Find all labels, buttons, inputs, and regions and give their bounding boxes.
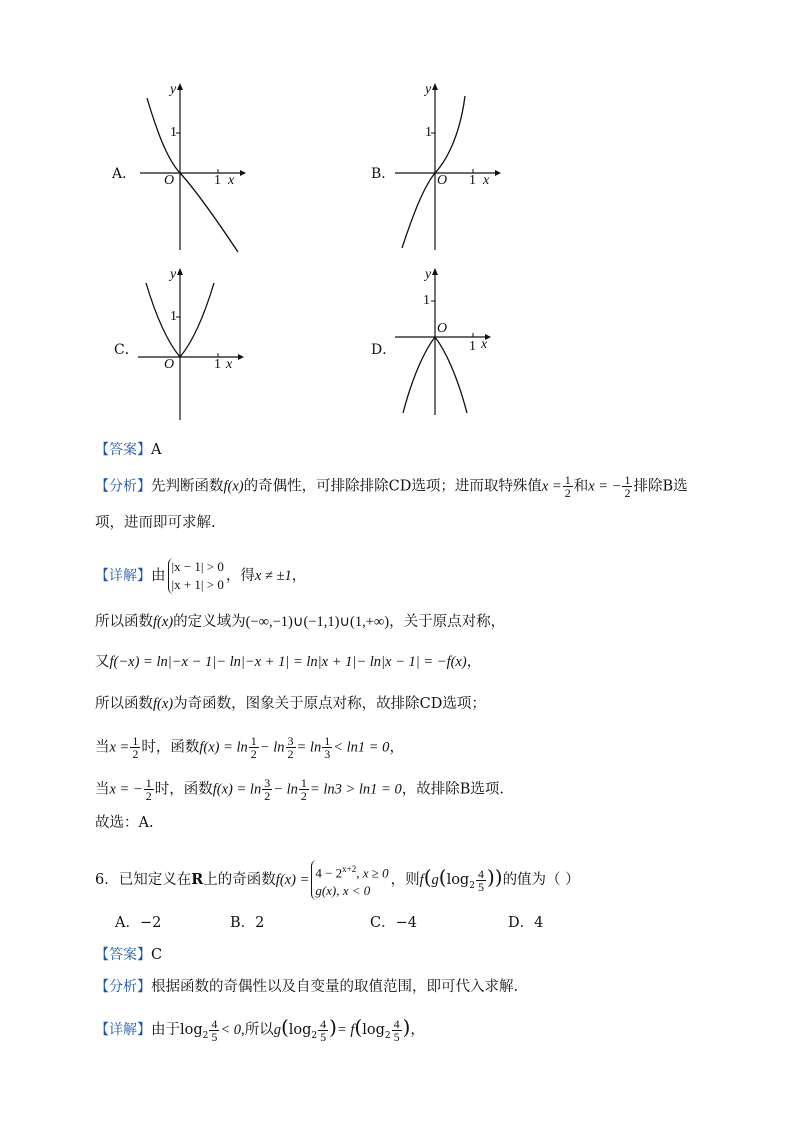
q5-again-line: [95, 652, 481, 672]
graph-c-tick-y: 1: [170, 309, 177, 324]
formula: g: [273, 1022, 281, 1038]
detail-text: ，: [410, 1022, 425, 1038]
graph-option-a: [110, 80, 260, 260]
detail-text: ，: [466, 654, 482, 670]
q5-choose-line: [95, 813, 154, 833]
fraction-numerator: 4: [320, 1016, 327, 1031]
graph-b-origin: O: [437, 173, 448, 188]
graph-d-x-label: x: [481, 337, 488, 352]
q5-when2-line: [95, 777, 504, 802]
fraction: $\frac{1}{3}$: [324, 734, 331, 761]
graph-a-tick-x: 1: [214, 173, 221, 188]
detail-text: 故选：A.: [95, 815, 154, 831]
fraction: $\frac{1}{2}$: [300, 776, 307, 803]
piecewise-case-2: g(x), x < 0: [315, 883, 371, 899]
graph-b-label: B．: [371, 166, 396, 182]
analysis-text: 先判断函数: [151, 478, 224, 495]
detail-text: 所以函数: [95, 696, 153, 712]
log-base: 2: [384, 1030, 391, 1041]
formula: < ln1 = 0: [333, 739, 390, 756]
graph-a-plot: [110, 80, 260, 260]
formula: − ln: [259, 739, 285, 756]
formula: x =: [541, 478, 562, 495]
formula: x =: [109, 739, 130, 756]
graph-c-plot: [110, 265, 260, 425]
formula: f(x) =: [275, 872, 310, 889]
fraction: [318, 1018, 328, 1043]
fraction-numerator: 1: [564, 473, 571, 487]
case-exponent: x+2: [342, 864, 357, 874]
detail-text: 的定义域为: [173, 614, 246, 630]
log-symbol: log: [180, 1022, 203, 1038]
graph-a-origin: O: [164, 173, 175, 188]
detail-text: ，关于原点对称，: [389, 614, 506, 630]
fraction: $\frac{3}{2}$: [264, 776, 271, 803]
graph-option-c: [110, 265, 260, 425]
detail-text: 由: [151, 568, 166, 584]
fraction-numerator: 1: [624, 473, 631, 487]
q5-odd-line: [95, 694, 486, 714]
case-expression: 4 − 2: [315, 865, 343, 881]
formula: < 0,: [220, 1022, 245, 1038]
formula: x ≠ ±1: [254, 568, 292, 584]
log-base: 2: [202, 1030, 209, 1041]
fraction-denominator: 2: [624, 486, 631, 500]
q6-detail-line: 【详解】由于$\log_2$ $\frac{4}{5}$ < 0,所以$g(\log_2$ $\frac{4}{5}$ )= $f(\log_2$ $\frac{4}{5}$ )，: [95, 1015, 425, 1044]
graph-d-label: D．: [371, 342, 397, 358]
piecewise-case-1: [315, 860, 388, 882]
detail-text: 为奇函数，图象关于原点对称，故排除CD选项；: [173, 696, 486, 712]
answer-tag: 【答案】: [95, 442, 151, 458]
fraction-numerator: 4: [211, 1016, 218, 1031]
answer-tag: 【答案】: [95, 947, 151, 963]
log-symbol: log: [362, 1022, 385, 1038]
detail-text: 所以函数: [95, 614, 153, 630]
formula: x = −: [109, 781, 143, 798]
fraction-denominator: 5: [211, 1029, 218, 1044]
analysis-tag: 【分析】: [95, 979, 151, 995]
q5-domain-line: [95, 612, 505, 632]
detail-text: ，得: [225, 568, 255, 584]
formula: g: [431, 872, 439, 889]
formula: x = −: [588, 478, 622, 495]
analysis-text: 根据函数的奇偶性以及自变量的取值范围，即可代入求解.: [151, 979, 519, 995]
formula: f(x): [223, 478, 244, 495]
graph-a-label: A．: [112, 166, 137, 182]
q6-answer-line: [95, 945, 162, 965]
analysis-text: 的奇偶性，可排除排除CD选项；进而取特殊值: [243, 478, 542, 495]
fraction: $\frac{1}{2}$: [250, 734, 257, 761]
question-text: ，则: [390, 872, 420, 889]
graph-a-tick-y: 1: [170, 125, 177, 140]
set-symbol: R: [191, 871, 204, 889]
formula: f(−x) = ln|−x − 1|− ln|−x + 1| = ln|x + 1|− ln|x − 1| = −f(x): [109, 654, 467, 670]
fraction: $\frac{1}{2}$: [132, 734, 139, 761]
system-line: |x − 1| > 0: [171, 559, 224, 574]
fraction: $\frac{3}{2}$: [287, 734, 294, 761]
detail-tag: 【详解】: [95, 568, 151, 584]
fraction-numerator: 4: [393, 1016, 400, 1031]
graph-b-tick-y: 1: [425, 125, 432, 140]
question-text: 的值为（ ）: [502, 872, 580, 889]
detail-text: ，故排除B选项.: [401, 781, 504, 798]
system-brace: [168, 558, 224, 594]
fraction-denominator: 2: [564, 486, 571, 500]
formula: f(x): [153, 614, 174, 630]
fraction: $\frac{1}{2}$: [145, 776, 152, 803]
graph-d-plot: [365, 265, 515, 425]
piecewise-brace: [311, 860, 388, 900]
q5-detail-line: [95, 558, 306, 594]
case-condition: , x ≥ 0: [356, 865, 389, 881]
choice-c[interactable]: C．−4: [370, 915, 417, 931]
choice-a[interactable]: A．−2: [115, 915, 162, 931]
graph-d-y-label: y: [425, 267, 432, 282]
analysis-text: 和: [573, 478, 589, 495]
graph-c-x-label: x: [226, 357, 233, 372]
formula: f(x) = ln: [199, 739, 248, 756]
detail-text: 时，函数: [154, 781, 213, 798]
formula: = ln3 > ln1 = 0: [309, 781, 402, 798]
graph-d-tick-x: 1: [469, 339, 476, 354]
formula: = ln: [296, 739, 322, 756]
graph-b-y-label: y: [425, 82, 432, 97]
graph-c-tick-x: 1: [214, 357, 221, 372]
log-symbol: log: [288, 1022, 312, 1038]
graph-b-plot: [365, 80, 515, 260]
detail-text: 当: [95, 781, 110, 798]
graph-option-b: [365, 80, 515, 260]
q5-analysis-line-2: [95, 513, 216, 533]
analysis-text: 排除B选: [633, 478, 688, 495]
detail-text: 所以: [244, 1022, 274, 1038]
fraction: [392, 1018, 402, 1043]
detail-text: 当: [95, 739, 110, 756]
fraction: [563, 474, 573, 499]
graph-c-origin: O: [164, 357, 175, 372]
answer-value: C: [151, 947, 163, 963]
q5-analysis-line: [95, 474, 688, 499]
q5-when1-line: [95, 735, 404, 760]
graph-option-d: [365, 265, 515, 425]
formula: f(x) = ln: [212, 781, 262, 798]
fraction: [622, 474, 632, 499]
graph-c-label: C．: [114, 342, 139, 358]
detail-text: 时，函数: [141, 739, 200, 756]
log-symbol: log: [446, 872, 470, 889]
fraction: [476, 868, 486, 893]
graph-d-tick-y: 1: [423, 293, 430, 308]
formula: f(x): [153, 696, 174, 712]
analysis-text: 项，进而即可求解.: [95, 515, 216, 531]
analysis-tag: 【分析】: [95, 478, 151, 495]
choice-d[interactable]: D．4: [508, 915, 544, 931]
detail-tag: 【详解】: [95, 1022, 151, 1038]
fraction: [209, 1018, 219, 1043]
fraction-numerator: 4: [477, 866, 484, 881]
answer-value: A: [151, 442, 162, 458]
detail-text: ，: [389, 739, 404, 756]
log-base: 2: [469, 881, 475, 892]
detail-text: 又: [95, 654, 110, 670]
q6-analysis-line: [95, 977, 518, 997]
system-line: |x + 1| > 0: [171, 577, 224, 592]
detail-text: ，: [291, 568, 307, 584]
fraction-denominator: 5: [393, 1029, 400, 1044]
formula: f: [419, 872, 424, 889]
graph-b-tick-x: 1: [469, 173, 476, 188]
formula: − ln: [273, 781, 298, 798]
q5-answer-line: [95, 440, 161, 460]
question-text: 上的奇函数: [203, 872, 276, 889]
graph-a-y-label: y: [170, 82, 177, 97]
log-base: 2: [311, 1030, 318, 1041]
graph-c-y-label: y: [170, 267, 177, 282]
choice-b[interactable]: B．2: [230, 915, 265, 931]
formula: (−∞,−1)∪(−1,1)∪(1,+∞): [245, 614, 390, 630]
formula: = f: [336, 1022, 355, 1038]
graph-a-x-label: x: [228, 173, 235, 188]
detail-text: 由于: [151, 1022, 180, 1038]
fraction-denominator: 5: [320, 1029, 327, 1044]
fraction-denominator: 5: [477, 879, 484, 894]
q6-stem-line: 6．已知定义在R上的奇函数f(x) = $4 - 2^{x+2}$, x ≥ 0 g(x), x < 0 ，则$f(g(\log_2$ $\frac{4}{5}$ ))的值为（ ）: [95, 860, 580, 900]
graph-b-x-label: x: [483, 173, 490, 188]
graph-d-origin: O: [437, 321, 448, 336]
question-text: 6．已知定义在: [95, 872, 192, 889]
